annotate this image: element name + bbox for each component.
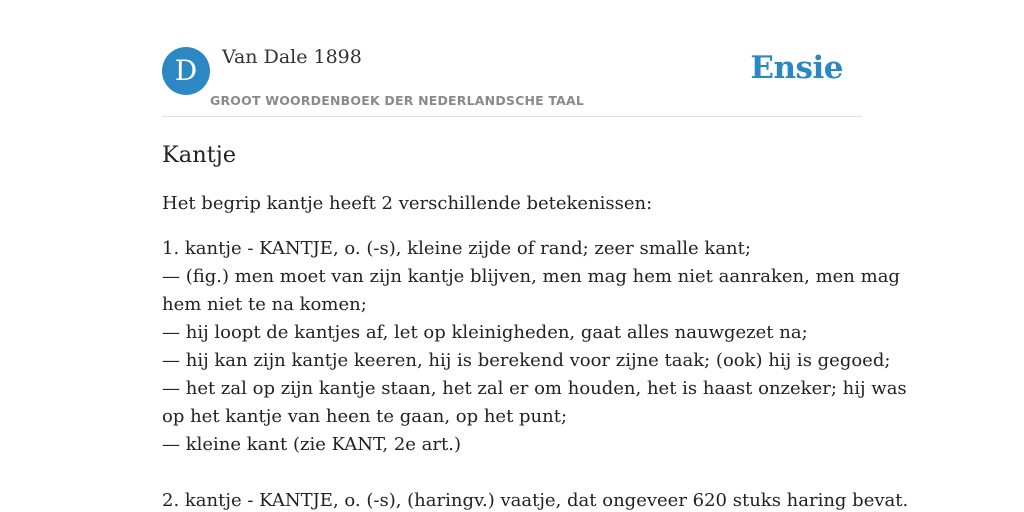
dictionary-logo[interactable]: D — [162, 47, 210, 95]
brand-logo[interactable]: Ensie — [750, 50, 843, 86]
definition-line: hem niet te na komen; — [162, 294, 367, 315]
definition-separator — [162, 459, 862, 487]
definition-line: 2. kantje - KANTJE, o. (-s), (haringv.) vaatje, dat ongeveer 620 stuks haring bevat. — [162, 490, 909, 511]
definition-line: — kleine kant (zie KANT, 2e art.) — [162, 434, 461, 455]
definition-line: 1. kantje - KANTJE, o. (-s), kleine zijde of rand; zeer smalle kant; — [162, 238, 751, 259]
definition-line: — (fig.) men moet van zijn kantje blijven, men mag hem niet aanraken, men mag — [162, 266, 900, 287]
definition-list — [162, 235, 909, 512]
entry-title: Kantje — [162, 142, 237, 168]
definition-line: — hij loopt de kantjes af, let op kleinigheden, gaat alles nauwgezet na; — [162, 322, 808, 343]
definition-line: — hij kan zijn kantje keeren, hij is berekend voor zijne taak; (ook) hij is gegoed; — [162, 350, 891, 371]
definition-line: op het kantje van heen te gaan, op het punt; — [162, 406, 568, 427]
dictionary-subtitle: GROOT WOORDENBOEK DER NEDERLANDSCHE TAAL — [210, 93, 585, 108]
dictionary-header — [162, 40, 862, 117]
entry-intro: Het begrip kantje heeft 2 verschillende betekenissen: — [162, 193, 653, 214]
entry-content — [162, 116, 909, 512]
dictionary-name[interactable]: Van Dale 1898 — [222, 46, 362, 68]
definition-line: — het zal op zijn kantje staan, het zal er om houden, het is haast onzeker; hij was — [162, 378, 907, 399]
